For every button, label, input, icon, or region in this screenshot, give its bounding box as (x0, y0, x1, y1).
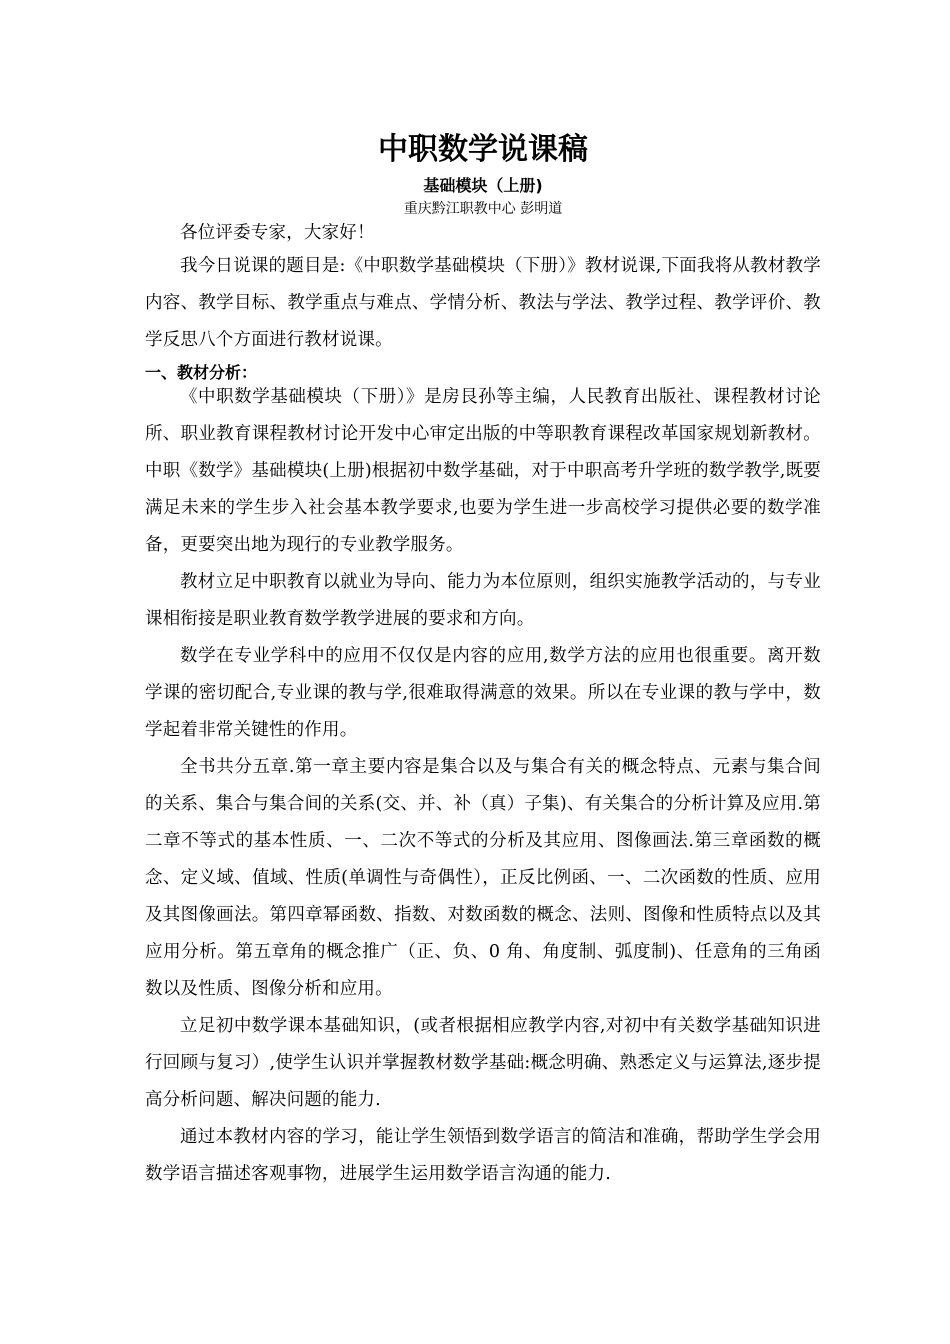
intro-paragraph: 我今日说课的题目是:《中职数学基础模块（下册）》教材说课,下面我将从教材教学内容、教学目标、教学重点与难点、学情分析、教法与学法、教学过程、教学评价、教学反思八个方面进行教材说课。 (145, 256, 821, 350)
section-heading: 一、教材分析： (145, 363, 258, 382)
document-page (145, 128, 821, 1193)
body-paragraph: 《中职数学基础模块（下册）》是房艮孙等主编，人民教育出版社、课程教材讨论所、职业教育课程教材讨论开发中心审定出版的中等职教育课程改革国家规划新教材。中职《数学》基础模块(上册)根据初中数学基础，对于中职高考升学班的数学教学,既要满足未来的学生步入社会基本教学要求,也要为学生进一步高校学习提供必要的数学准备，更要突出地为现行的专业教学服务。 (145, 387, 821, 555)
body-paragraph: 全书共分五章.第一章主要内容是集合以及与集合有关的概念特点、元素与集合间的关系、集合与集合间的关系(交、并、补（真）子集)、有关集合的分析计算及应用.第二章不等式的基本性质、一、二次不等式的分析及其应用、图像画法.第三章函数的概念、定义域、值域、性质(单调性与奇偶性），正反比例函、一、二次函数的性质、应用及其图像画法。第四章幂函数、指数、对数函数的概念、法则、图像和性质特点以及其应用分析。第五章角的概念推广（正、负、0 角、角度制、弧度制)、任意角的三角函数以及性质、图像分析和应用。 (145, 757, 821, 999)
body-paragraph: 数学在专业学科中的应用不仅仅是内容的应用,数学方法的应用也很重要。离开数学课的密切配合,专业课的教与学,很难取得满意的效果。所以在专业课的教与学中，数学起着非常关键性的作用。 (145, 646, 821, 740)
body-paragraph: 教材立足中职教育以就业为导向、能力为本位原则，组织实施教学活动的，与专业课相衔接是职业教育数学教学进展的要求和方向。 (145, 572, 821, 629)
document-title: 中职数学说课稿 (378, 132, 588, 167)
greeting-paragraph: 各位评委专家，大家好！ (180, 223, 375, 243)
document-subtitle: 基础模块（上册) (423, 176, 543, 195)
body-paragraph: 通过本教材内容的学习，能让学生领悟到数学语言的简洁和准确，帮助学生学会用数学语言描述客观事物，进展学生运用数学语言沟通的能力. (145, 1127, 821, 1184)
document-author: 重庆黔江职教中心 彭明道 (403, 201, 563, 217)
body-paragraph: 立足初中数学课本基础知识，(或者根据相应教学内容,对初中有关数学基础知识进行回顾与复习）,使学生认识并掌握教材数学基础:概念明确、熟悉定义与运算法,逐步提高分析问题、解决问题的能力. (145, 1016, 821, 1110)
